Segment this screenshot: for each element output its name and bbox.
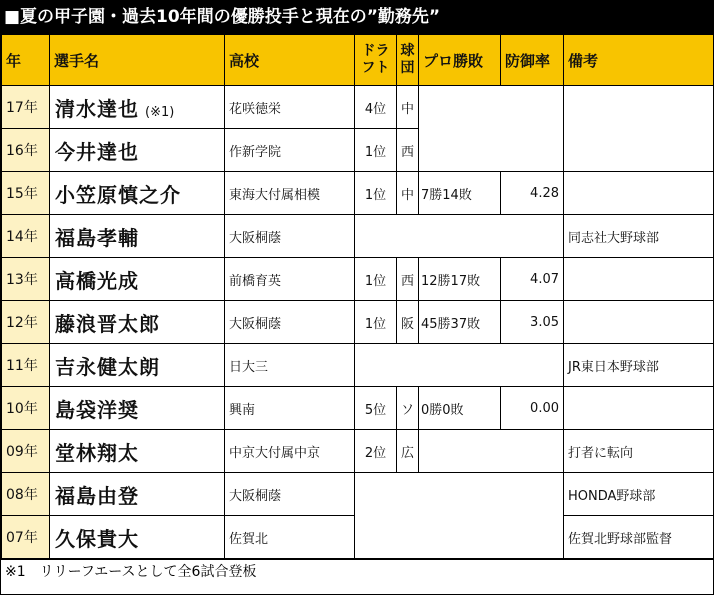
name-cell: 堂林翔太 (50, 430, 225, 473)
table-row (2, 172, 714, 215)
name-cell: 吉永健太朗 (50, 344, 225, 387)
draft-cell: 2位 (355, 430, 397, 473)
empty-merged-cell (355, 473, 564, 559)
draft-cell: 5位 (355, 387, 397, 430)
name-cell: 藤浪晋太郎 (50, 301, 225, 344)
notes-cell: JR東日本野球部 (564, 344, 714, 387)
school-cell: 作新学院 (225, 129, 355, 172)
name-cell: 久保貴大 (50, 516, 225, 559)
year-cell: 12年 (2, 301, 50, 344)
player-name: 清水達也 (55, 96, 139, 121)
draft-cell: 4位 (355, 86, 397, 129)
table-row (2, 344, 714, 387)
school-cell: 前橋育英 (225, 258, 355, 301)
header-year: 年 (2, 35, 50, 86)
school-cell: 佐賀北 (225, 516, 355, 559)
record-cell: 0勝0敗 (419, 387, 501, 430)
name-cell: 小笠原慎之介 (50, 172, 225, 215)
year-cell: 11年 (2, 344, 50, 387)
header-row (2, 35, 714, 86)
name-cell: 福島由登 (50, 473, 225, 516)
notes-cell (564, 86, 714, 172)
pitchers-table (1, 34, 714, 559)
empty-merged-cell (419, 86, 564, 172)
notes-cell: HONDA野球部 (564, 473, 714, 516)
era-cell: 4.07 (501, 258, 564, 301)
era-cell: 4.28 (501, 172, 564, 215)
school-cell: 東海大付属相模 (225, 172, 355, 215)
team-cell: 阪 (397, 301, 419, 344)
era-cell: 3.05 (501, 301, 564, 344)
year-cell: 16年 (2, 129, 50, 172)
header-draft: ドラフト (355, 35, 397, 86)
draft-cell: 1位 (355, 172, 397, 215)
empty-merged-cell (419, 430, 564, 473)
year-cell: 08年 (2, 473, 50, 516)
team-cell: 中 (397, 86, 419, 129)
notes-cell (564, 387, 714, 430)
footnote: ※1 リリーフエースとして全6試合登板 (1, 559, 713, 584)
team-cell: 中 (397, 172, 419, 215)
notes-cell (564, 301, 714, 344)
notes-cell (564, 258, 714, 301)
notes-cell: 打者に転向 (564, 430, 714, 473)
draft-cell: 1位 (355, 258, 397, 301)
year-cell: 13年 (2, 258, 50, 301)
header-record: プロ勝敗 (419, 35, 501, 86)
school-cell: 大阪桐蔭 (225, 215, 355, 258)
empty-merged-cell (355, 344, 564, 387)
team-cell: 広 (397, 430, 419, 473)
record-cell: 45勝37敗 (419, 301, 501, 344)
notes-cell: 佐賀北野球部監督 (564, 516, 714, 559)
table-row (2, 301, 714, 344)
name-cell: 今井達也 (50, 129, 225, 172)
draft-cell: 1位 (355, 301, 397, 344)
team-cell: ソ (397, 387, 419, 430)
school-cell: 大阪桐蔭 (225, 301, 355, 344)
header-school: 高校 (225, 35, 355, 86)
team-cell: 西 (397, 129, 419, 172)
table-title: ■夏の甲子園・過去10年間の優勝投手と現在の”勤務先” (1, 1, 713, 34)
table-row (2, 387, 714, 430)
school-cell: 中京大付属中京 (225, 430, 355, 473)
name-cell: 福島孝輔 (50, 215, 225, 258)
school-cell: 花咲徳栄 (225, 86, 355, 129)
header-notes: 備考 (564, 35, 714, 86)
notes-cell (564, 172, 714, 215)
draft-cell: 1位 (355, 129, 397, 172)
era-cell: 0.00 (501, 387, 564, 430)
school-cell: 興南 (225, 387, 355, 430)
name-cell: 高橋光成 (50, 258, 225, 301)
table-row (2, 258, 714, 301)
footnote-marker: (※1) (145, 104, 175, 120)
record-cell: 7勝14敗 (419, 172, 501, 215)
table-row (2, 86, 714, 129)
year-cell: 15年 (2, 172, 50, 215)
year-cell: 17年 (2, 86, 50, 129)
name-cell (50, 86, 225, 129)
record-cell: 12勝17敗 (419, 258, 501, 301)
empty-merged-cell (355, 215, 564, 258)
school-cell: 日大三 (225, 344, 355, 387)
notes-cell: 同志社大野球部 (564, 215, 714, 258)
year-cell: 14年 (2, 215, 50, 258)
year-cell: 10年 (2, 387, 50, 430)
table-row (2, 215, 714, 258)
year-cell: 09年 (2, 430, 50, 473)
team-cell: 西 (397, 258, 419, 301)
table-row (2, 473, 714, 516)
header-team: 球団 (397, 35, 419, 86)
table-row (2, 430, 714, 473)
name-cell: 島袋洋奨 (50, 387, 225, 430)
school-cell: 大阪桐蔭 (225, 473, 355, 516)
header-name: 選手名 (50, 35, 225, 86)
year-cell: 07年 (2, 516, 50, 559)
header-era: 防御率 (501, 35, 564, 86)
